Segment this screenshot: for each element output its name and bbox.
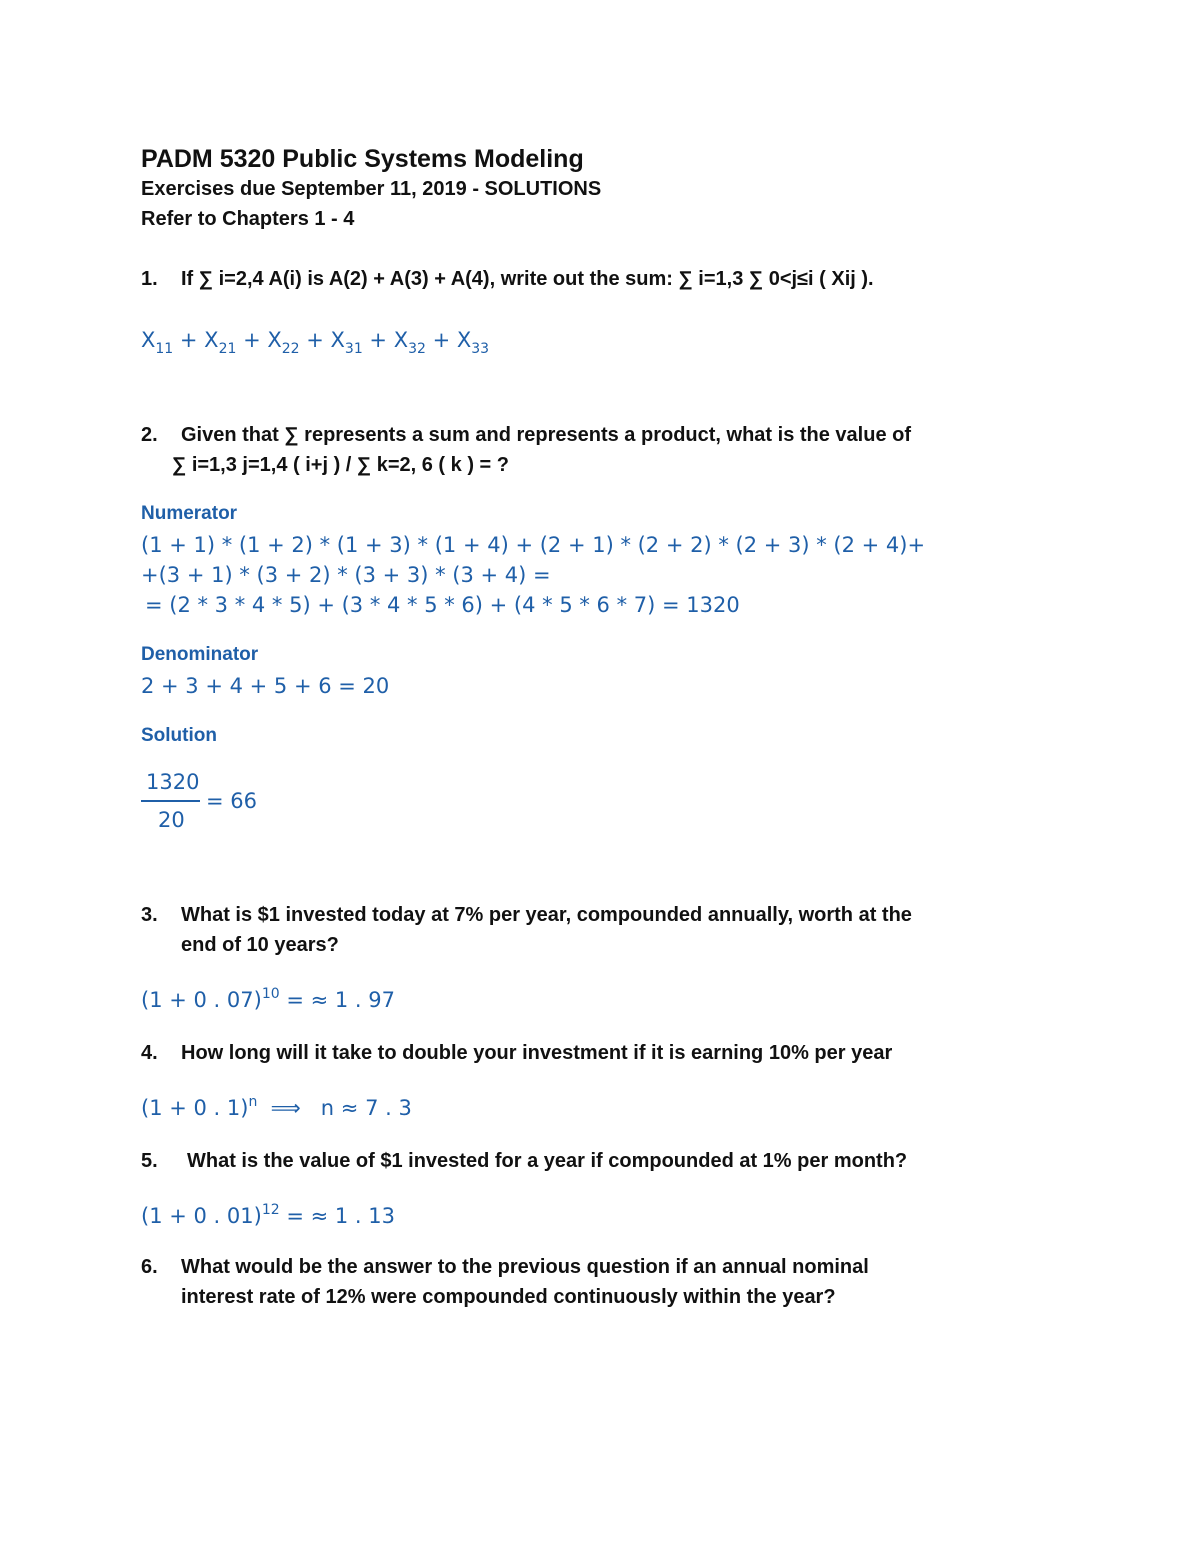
question-2-number: 2. <box>141 424 158 446</box>
fraction-numerator: 1320 <box>146 770 200 794</box>
numerator-line-2: +(3 + 1) * (3 + 2) * (3 + 3) * (3 + 4) = <box>141 563 551 587</box>
question-4-number: 4. <box>141 1042 158 1064</box>
question-6-number: 6. <box>141 1256 158 1278</box>
question-3-answer <box>141 986 395 1012</box>
q5-answer-exponent: 12 <box>261 1202 280 1218</box>
document-title: PADM 5320 Public Systems Modeling <box>141 145 584 173</box>
question-1-text: If ∑ i=2,4 A(i) is A(2) + A(3) + A(4), write out the sum: ∑ i=1,3 ∑ 0<j≤i ( Xij ). <box>181 268 874 290</box>
denominator-line: 2 + 3 + 4 + 5 + 6 = 20 <box>141 674 390 698</box>
x-term-33: $X_{33}$ <box>456 328 490 357</box>
question-5-text: What is the value of $1 invested for a year if compounded at 1% per month? <box>187 1150 908 1172</box>
question-2-line-2: ∑ i=1,3 j=1,4 ( i+j ) / ∑ k=2, 6 ( k ) = ? <box>172 454 510 476</box>
plus-sign: + <box>425 328 457 352</box>
question-5-answer <box>141 1202 395 1228</box>
question-5-number: 5. <box>141 1150 158 1172</box>
q4-answer-base: (1 + 0 . 1) <box>141 1096 249 1120</box>
q4-answer-exponent: n <box>248 1094 258 1110</box>
question-3-number: 3. <box>141 904 158 926</box>
fraction-denominator: 20 <box>158 808 185 832</box>
plus-sign: + <box>236 328 268 352</box>
fraction-result: = 66 <box>206 789 257 813</box>
q3-answer-exponent: 10 <box>261 986 280 1002</box>
solution-label: Solution <box>141 725 217 746</box>
numerator-line-3: = (2 * 3 * 4 * 5) + (3 * 4 * 5 * 6) + (4 * 5 * 6 * 7) = 1320 <box>145 593 740 617</box>
q3-answer-base: (1 + 0 . 07) <box>141 988 262 1012</box>
numerator-label: Numerator <box>141 503 238 524</box>
x-term-32: $X_{32}$ <box>393 328 426 357</box>
numerator-line-1: (1 + 1) * (1 + 2) * (1 + 3) * (1 + 4) + (2 + 1) * (2 + 2) * (2 + 3) * (2 + 4)+ <box>141 533 926 557</box>
q5-answer-base: (1 + 0 . 01) <box>141 1204 262 1228</box>
question-6-line-1: What would be the answer to the previous question if an annual nominal <box>181 1256 869 1278</box>
denominator-label: Denominator <box>141 644 259 665</box>
plus-sign: + <box>173 328 205 352</box>
q3-answer-result: = ≈ 1 . 97 <box>279 988 395 1012</box>
question-1-number: 1. <box>141 268 158 290</box>
x-term-21: $X_{21}$ <box>204 328 237 357</box>
document-subtitle: Exercises due September 11, 2019 - SOLUTIONS <box>141 178 602 200</box>
x-term-11: $X_{11}$ <box>141 328 174 357</box>
q4-answer-result: ⟹ n ≈ 7 . 3 <box>257 1096 412 1120</box>
x-term-31: $X_{31}$ <box>330 328 363 357</box>
question-4-text: How long will it take to double your investment if it is earning 10% per year <box>181 1042 893 1064</box>
question-3-line-2: end of 10 years? <box>181 934 339 956</box>
question-3-line-1: What is $1 invested today at 7% per year, compounded annually, worth at the <box>181 904 912 926</box>
fraction-bar <box>141 800 200 802</box>
question-4-answer <box>141 1094 412 1120</box>
question-1-answer <box>141 328 489 357</box>
q5-answer-result: = ≈ 1 . 13 <box>279 1204 395 1228</box>
question-2-line-1: Given that ∑ represents a sum and represents a product, what is the value of <box>181 424 912 446</box>
chapters-reference: Refer to Chapters 1 - 4 <box>141 208 355 230</box>
x-term-22: $X_{22}$ <box>267 328 300 357</box>
plus-sign: + <box>299 328 331 352</box>
question-6-line-2: interest rate of 12% were compounded continuously within the year? <box>181 1286 836 1308</box>
plus-sign: + <box>362 328 394 352</box>
